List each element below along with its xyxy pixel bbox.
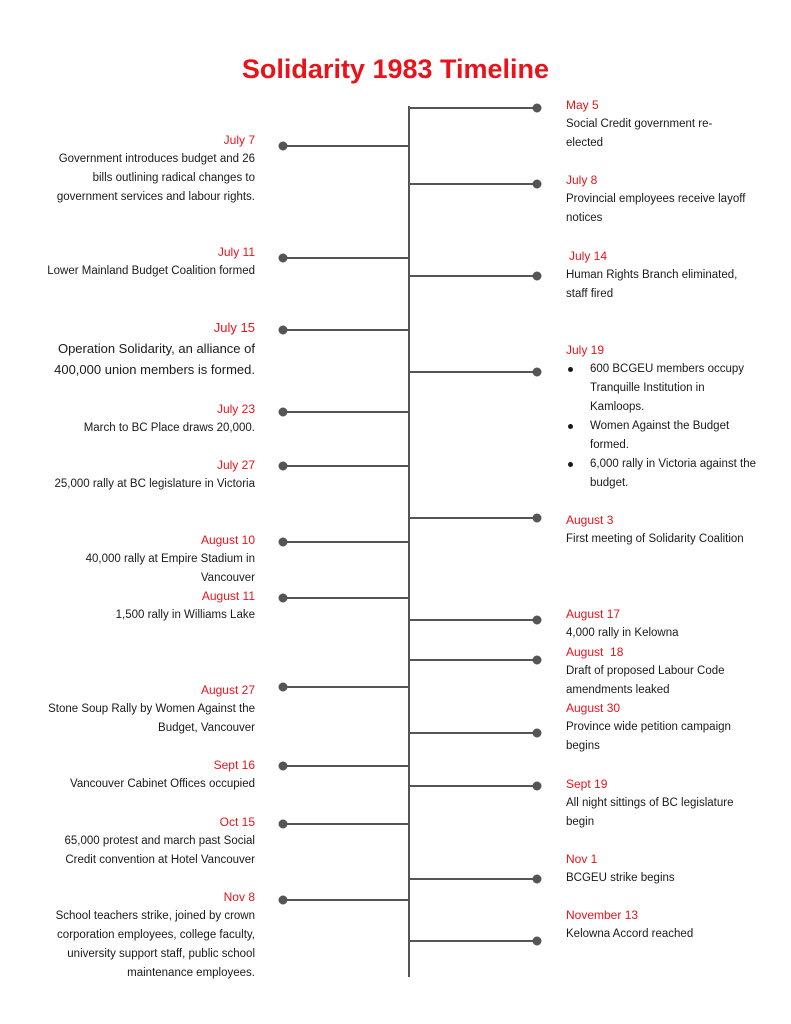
event-text: 40,000 rally at Empire Stadium in Vancouver: [85, 553, 255, 584]
connector-dot: [534, 938, 541, 945]
event-date: November 13: [566, 908, 639, 922]
connector-dot: [534, 273, 541, 280]
timeline-event-left: [40, 587, 255, 625]
connector-dot: [280, 684, 287, 691]
connector-dot: [534, 783, 541, 790]
timeline-event-right: [566, 850, 756, 888]
timeline-event-left: [40, 531, 255, 588]
connector-dot: [534, 181, 541, 188]
event-text: 4,000 rally in Kelowna: [566, 627, 679, 639]
event-date: July 27: [216, 458, 255, 472]
timeline-event-left: [40, 317, 255, 380]
timeline-event-right: [566, 96, 756, 153]
connector-dot: [280, 327, 287, 334]
connector-dot: [280, 463, 287, 470]
event-date: Oct 15: [219, 815, 255, 829]
timeline-event-right: [566, 906, 756, 944]
event-text: Government introduces budget and 26 bills outlining radical changes to government services and labour rights.: [56, 153, 255, 203]
timeline-event-left: [40, 131, 255, 207]
event-date: Sept 16: [213, 758, 255, 772]
event-text: Social Credit government re-elected: [566, 118, 713, 149]
event-bullet: 600 BCGEU members occupy Tranquille Institution in Kamloops.: [566, 360, 756, 417]
event-date: August 10: [200, 533, 255, 547]
event-date: August 11: [201, 589, 255, 603]
event-text: BCGEU strike begins: [566, 872, 675, 884]
timeline-event-right: [566, 341, 756, 493]
event-text: Draft of proposed Labour Code amendments leaked: [566, 665, 725, 696]
event-bullet: 6,000 rally in Victoria against the budget.: [566, 455, 756, 493]
event-date: August 27: [200, 683, 255, 697]
timeline-event-left: [40, 756, 255, 794]
event-bullet-list: [566, 360, 756, 493]
timeline-event-right: [566, 511, 756, 549]
event-date: August 17: [566, 607, 621, 621]
event-text: Kelowna Accord reached: [566, 928, 694, 940]
event-text: Human Rights Branch eliminated, staff fired: [566, 269, 738, 300]
timeline-event-right: [566, 605, 756, 643]
event-text: First meeting of Solidarity Coalition: [566, 533, 744, 545]
connector-dot: [280, 821, 287, 828]
timeline-event-right: [566, 643, 756, 700]
connector-dot: [534, 617, 541, 624]
connector-dot: [534, 876, 541, 883]
connector-dot: [534, 657, 541, 664]
event-text: All night sittings of BC legislature begin: [566, 797, 734, 828]
event-text: 1,500 rally in Williams Lake: [115, 609, 255, 621]
connector-dot: [534, 369, 541, 376]
connector-dot: [534, 105, 541, 112]
event-text: 65,000 protest and march past Social Credit convention at Hotel Vancouver: [64, 835, 255, 866]
event-date: July 23: [216, 402, 255, 416]
timeline-event-left: [40, 243, 255, 281]
connector-dot: [280, 595, 287, 602]
event-date: Nov 1: [566, 852, 598, 866]
connector-dot: [534, 730, 541, 737]
timeline-event-left: [40, 681, 255, 738]
event-text: Stone Soup Rally by Women Against the Budget, Vancouver: [48, 703, 255, 734]
timeline-event-left: [40, 888, 255, 983]
connector-dot: [280, 539, 287, 546]
event-text: Operation Solidarity, an alliance of 400,000 union members is formed.: [54, 341, 255, 377]
timeline-event-right: [566, 247, 756, 304]
event-bullet: Women Against the Budget formed.: [566, 417, 756, 455]
event-date: July 7: [223, 133, 255, 147]
timeline-event-left: [40, 456, 255, 494]
event-date: May 5: [566, 98, 599, 112]
event-text: Lower Mainland Budget Coalition formed: [47, 265, 255, 277]
event-date: July 11: [217, 245, 255, 259]
event-date: August 3: [566, 513, 614, 527]
timeline-event-right: [566, 171, 756, 228]
event-date: July 8: [566, 173, 598, 187]
event-date: July 15: [213, 320, 255, 335]
timeline-event-right: [566, 775, 756, 832]
event-text: Vancouver Cabinet Offices occupied: [70, 778, 255, 790]
page-title: Solidarity 1983 Timeline: [241, 54, 550, 84]
event-text: Provincial employees receive layoff notices: [566, 193, 746, 224]
timeline-event-right: [566, 699, 756, 756]
event-date: July 14: [569, 249, 608, 263]
event-text: Province wide petition campaign begins: [566, 721, 731, 752]
connector-dot: [280, 763, 287, 770]
connector-dot: [280, 255, 287, 262]
event-date: Sept 19: [566, 777, 608, 791]
event-text: School teachers strike, joined by crown corporation employees, college faculty, university support staff, public school maintenance employees.: [55, 910, 255, 979]
connector-dot: [280, 143, 287, 150]
connector-dot: [280, 409, 287, 416]
connector-dot: [534, 515, 541, 522]
timeline-event-left: [40, 400, 255, 438]
event-date: July 19: [566, 343, 605, 357]
event-date: Nov 8: [223, 890, 255, 904]
timeline-event-left: [40, 813, 255, 870]
event-date: August 18: [566, 645, 624, 659]
event-text: 25,000 rally at BC legislature in Victoria: [54, 478, 255, 490]
event-date: August 30: [566, 701, 621, 715]
connector-dot: [280, 897, 287, 904]
event-text: March to BC Place draws 20,000.: [83, 422, 255, 434]
